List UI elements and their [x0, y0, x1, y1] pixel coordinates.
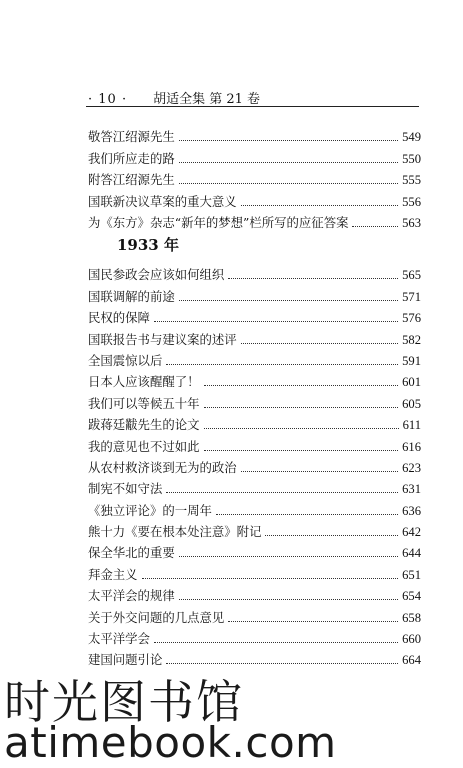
toc-entry-page: 651 — [402, 567, 421, 582]
toc-entry-page: 616 — [402, 439, 421, 454]
toc-entry-page: 576 — [402, 311, 421, 326]
toc-entry — [88, 560, 421, 581]
toc-entry-title: 我们所应走的路 — [88, 150, 175, 166]
toc-entry-page: 623 — [402, 460, 421, 475]
toc-entry — [88, 646, 421, 667]
dot-leader — [241, 343, 398, 344]
dot-leader — [352, 226, 398, 227]
toc-entry-title: 太平洋学会 — [88, 631, 150, 647]
toc-entry — [88, 475, 421, 496]
dot-leader — [179, 599, 398, 600]
toc-entry-page: 549 — [402, 130, 421, 145]
toc-entry-page: 664 — [402, 653, 421, 668]
dot-leader — [179, 183, 398, 184]
toc-entry-title: 太平洋会的规律 — [88, 588, 175, 604]
watermark-chinese: 时光图书馆 — [4, 675, 244, 729]
dot-leader — [154, 321, 398, 322]
toc-entry-title: 拜金主义 — [88, 566, 138, 582]
toc-entry — [88, 389, 421, 410]
toc-entry-page: 582 — [402, 332, 421, 347]
dot-leader — [166, 364, 398, 365]
toc-entry-page: 642 — [402, 525, 421, 540]
toc-entry-title: 关于外交问题的几点意见 — [88, 609, 225, 625]
toc-entry — [88, 411, 421, 432]
toc-entry-title: 保全华北的重要 — [88, 545, 175, 561]
toc-entry-title: 我们可以等候五十年 — [88, 395, 200, 411]
toc-entry-page: 605 — [402, 396, 421, 411]
toc-entry-page: 556 — [402, 194, 421, 209]
toc-entry — [88, 603, 421, 624]
toc-entry — [88, 282, 421, 303]
toc-entry — [88, 304, 421, 325]
toc-entry — [88, 123, 421, 144]
toc-entry — [88, 368, 421, 389]
toc-entry-page: 601 — [402, 375, 421, 390]
header-rule — [86, 106, 419, 107]
toc-entry — [88, 518, 421, 539]
section-heading-year: 1933 年 — [117, 236, 179, 254]
dot-leader — [228, 621, 398, 622]
toc-entry-page: 631 — [402, 482, 421, 497]
toc-entry — [88, 454, 421, 475]
dot-leader — [241, 205, 398, 206]
dot-leader — [179, 300, 398, 301]
toc-entry — [88, 582, 421, 603]
toc-entry-title: 为《东方》杂志“新年的梦想”栏所写的应征答案 — [88, 214, 349, 230]
toc-entry-title: 建国问题引论 — [88, 652, 163, 668]
toc-entry — [88, 432, 421, 453]
toc-entry — [88, 496, 421, 517]
dot-leader — [228, 278, 398, 279]
toc-entry-title: 日本人应该醒醒了！ — [88, 374, 200, 390]
running-header — [88, 88, 418, 107]
toc-entry-title: 《独立评论》的一周年 — [88, 502, 212, 518]
toc-entry-title: 国联新决议草案的重大意义 — [88, 193, 237, 209]
toc-entry — [88, 261, 421, 282]
toc-entry-page: 555 — [402, 173, 421, 188]
toc-entry-title: 敬答江绍源先生 — [88, 129, 175, 145]
toc-entry — [88, 209, 421, 230]
dot-leader — [265, 535, 398, 536]
dot-leader — [204, 428, 399, 429]
book-title: 胡适全集 第 21 卷 — [153, 92, 261, 107]
toc-entry-page: 660 — [402, 632, 421, 647]
toc-entry-page: 636 — [402, 503, 421, 518]
dot-leader — [216, 514, 398, 515]
toc-entry — [88, 187, 421, 208]
toc-entry-page: 658 — [402, 610, 421, 625]
toc-entry-title: 跋蒋廷黻先生的论文 — [88, 417, 200, 433]
dot-leader — [179, 556, 398, 557]
dot-leader — [241, 471, 398, 472]
toc-entry-page: 591 — [402, 353, 421, 368]
page-number: · 10 · — [88, 92, 128, 107]
toc-entry-page: 611 — [402, 418, 421, 433]
toc-entry-page: 550 — [402, 151, 421, 166]
dot-leader — [142, 578, 399, 579]
dot-leader — [179, 140, 398, 141]
toc-entry — [88, 347, 421, 368]
toc-entry-title: 我的意见也不过如此 — [88, 438, 200, 454]
toc-entry-title: 制宪不如守法 — [88, 481, 163, 497]
toc-entry-title: 从农村救济谈到无为的政治 — [88, 459, 237, 475]
dot-leader — [204, 407, 399, 408]
toc-entry-title: 国民参政会应该如何组织 — [88, 267, 225, 283]
toc-entry-title: 熊十力《要在根本处注意》附记 — [88, 524, 262, 540]
toc-entry-page: 644 — [402, 546, 421, 561]
dot-leader — [204, 385, 399, 386]
toc-entry — [88, 625, 421, 646]
toc-entry-page: 563 — [402, 215, 421, 230]
toc-entry — [88, 325, 421, 346]
toc-entry-title: 国联报告书与建议案的述评 — [88, 331, 237, 347]
toc-list-1933 — [88, 261, 421, 667]
toc-entry-page: 571 — [402, 289, 421, 304]
toc-entry-title: 全国震惊以后 — [88, 352, 163, 368]
toc-entry — [88, 539, 421, 560]
dot-leader — [166, 663, 398, 664]
toc-entry-title: 附答江绍源先生 — [88, 172, 175, 188]
dot-leader — [166, 492, 398, 493]
dot-leader — [154, 642, 398, 643]
toc-entry — [88, 144, 421, 165]
dot-leader — [179, 162, 398, 163]
toc-entry-title: 民权的保障 — [88, 310, 150, 326]
toc-entry — [88, 166, 421, 187]
watermark-url: atimebook.com — [4, 718, 337, 767]
dot-leader — [204, 450, 399, 451]
toc-entry-title: 国联调解的前途 — [88, 288, 175, 304]
toc-list-top — [88, 123, 421, 230]
toc-entry-page: 565 — [402, 268, 421, 283]
toc-entry-page: 654 — [402, 589, 421, 604]
